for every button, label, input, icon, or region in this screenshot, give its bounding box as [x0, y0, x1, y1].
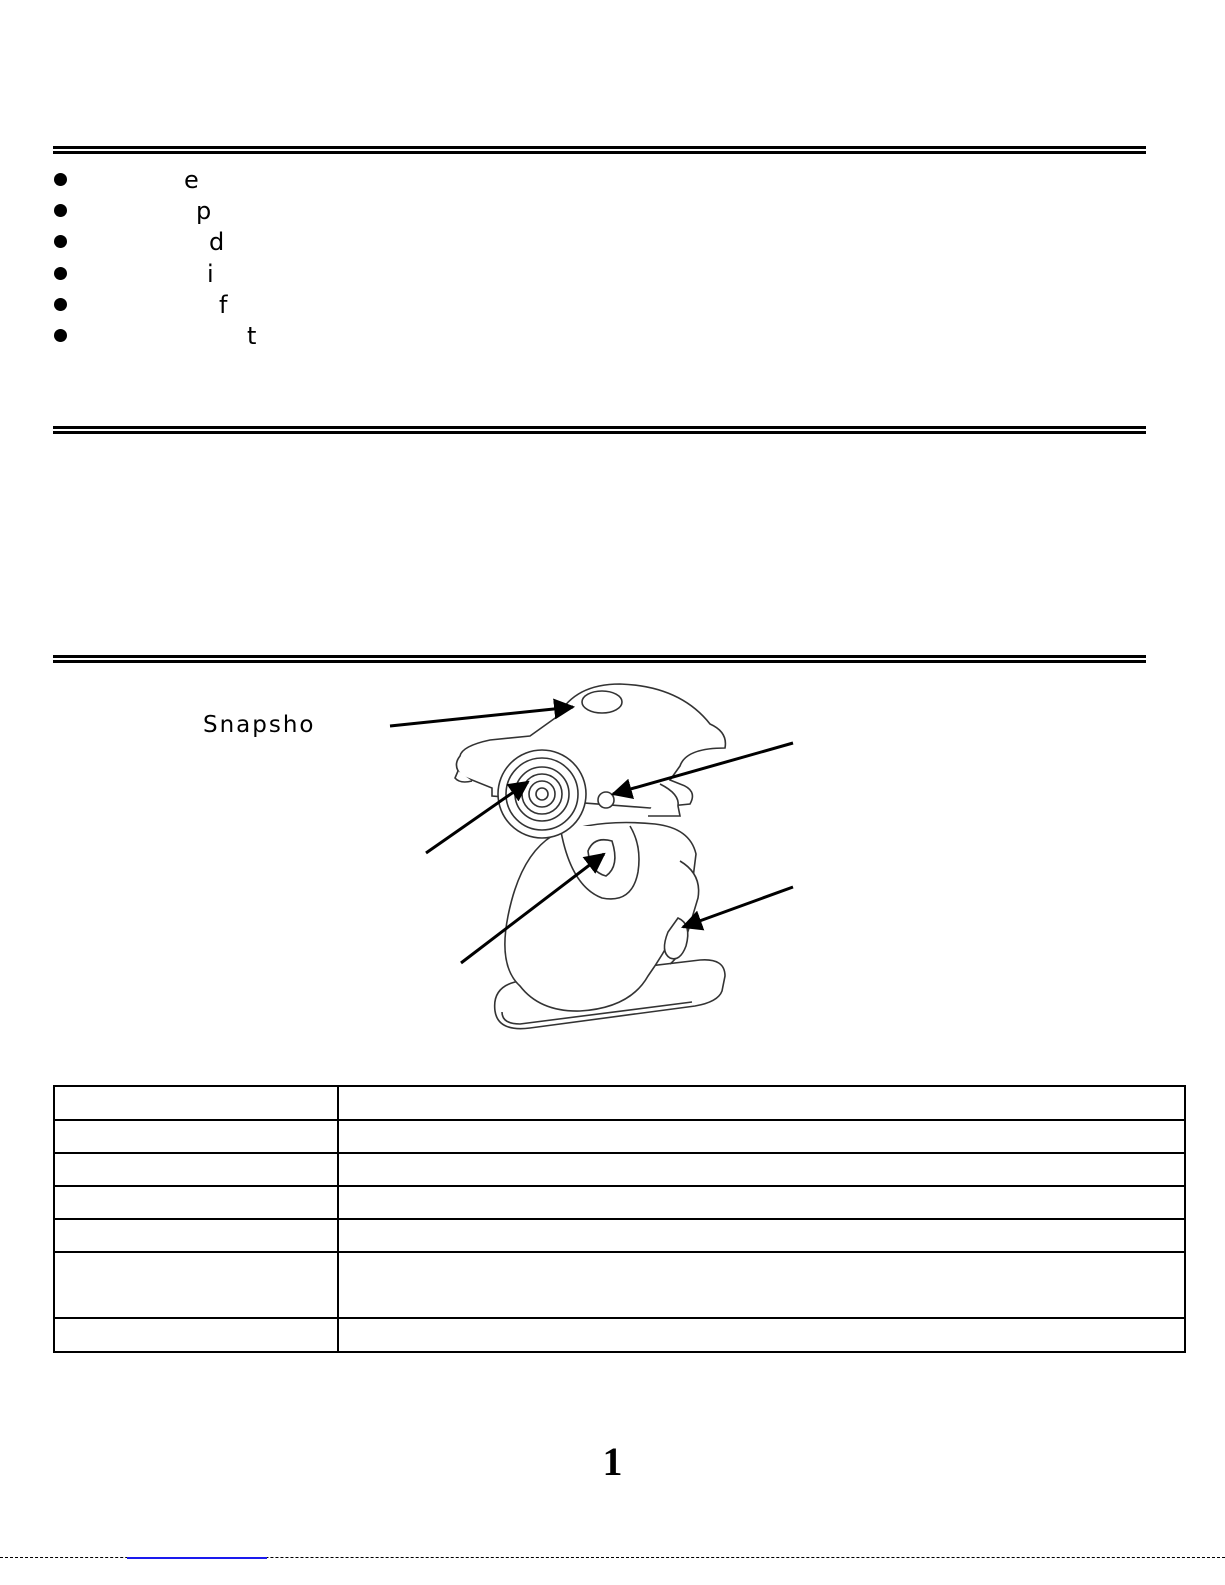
- table-cell: [54, 1153, 338, 1186]
- table-row: [54, 1186, 1185, 1219]
- table-cell: [338, 1252, 1185, 1318]
- table-row: [54, 1252, 1185, 1318]
- table-cell: [338, 1186, 1185, 1219]
- footer-link-underline: [127, 1557, 267, 1559]
- bullet-icon: [54, 173, 67, 186]
- spec-table: [53, 1085, 1186, 1353]
- snapshot-callout-label: Snapsho: [203, 712, 316, 738]
- list-item-text: d: [209, 228, 225, 257]
- section-rule-2: [53, 426, 1146, 434]
- bullet-icon: [54, 235, 67, 248]
- webcam-illustration: [380, 676, 810, 1066]
- table-cell: [338, 1318, 1185, 1352]
- table-cell: [338, 1120, 1185, 1153]
- table-row: [54, 1153, 1185, 1186]
- table-row: [54, 1318, 1185, 1352]
- table-cell: [338, 1086, 1185, 1120]
- table-cell: [54, 1086, 338, 1120]
- table-cell: [54, 1252, 338, 1318]
- section-rule-1: [53, 146, 1146, 154]
- bullet-icon: [54, 298, 67, 311]
- bullet-icon: [54, 329, 67, 342]
- table-cell: [338, 1153, 1185, 1186]
- webcam-head: [455, 684, 725, 816]
- table-cell: [54, 1219, 338, 1252]
- list-item-text: p: [196, 197, 212, 226]
- table-row: [54, 1219, 1185, 1252]
- bullet-icon: [54, 204, 67, 217]
- list-item-text: f: [219, 290, 228, 319]
- list-item-text: e: [184, 166, 199, 194]
- bullet-icon: [54, 267, 67, 280]
- table-cell: [54, 1186, 338, 1219]
- table-cell: [54, 1120, 338, 1153]
- table-cell: [338, 1219, 1185, 1252]
- table-row: [54, 1120, 1185, 1153]
- list-item-text: i: [207, 259, 214, 288]
- table-row: [54, 1086, 1185, 1120]
- table-cell: [54, 1318, 338, 1352]
- section-rule-3: [53, 655, 1146, 663]
- list-item-text: t: [247, 321, 257, 350]
- page-number: 1: [602, 1439, 623, 1484]
